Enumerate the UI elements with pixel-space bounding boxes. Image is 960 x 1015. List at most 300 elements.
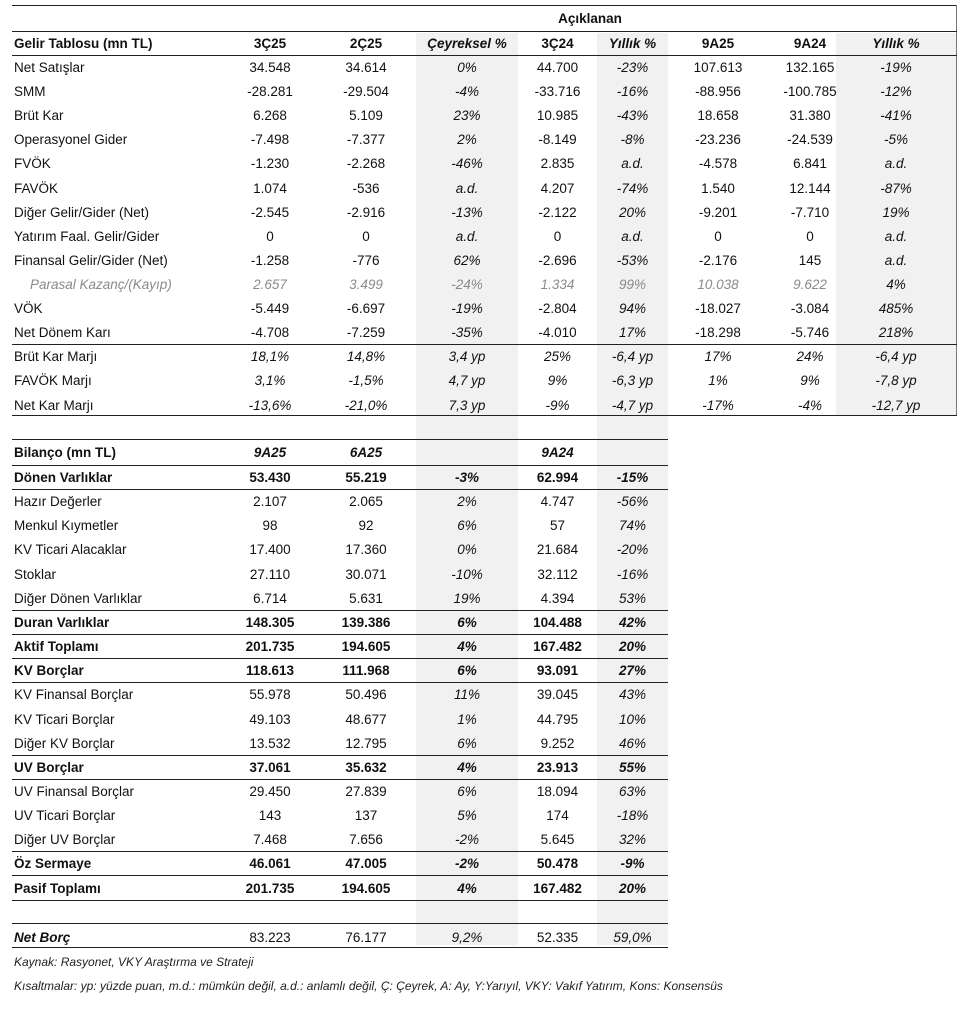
header-quarterly-pct: Çeyreksel % xyxy=(427,36,507,51)
cell-change-pct: 6% xyxy=(457,663,477,679)
cell-9m25: 13.532 xyxy=(249,735,291,751)
cell-2q25: 14,8% xyxy=(346,349,386,364)
cell-3q24: -2.804 xyxy=(538,301,577,316)
cell-9m24: -7.710 xyxy=(790,204,830,220)
cell-9m25: 18.658 xyxy=(697,108,739,124)
cell-yearly-pct: 42% xyxy=(618,614,647,630)
cell-3q24: 0 xyxy=(553,228,562,244)
row-label: Brüt Kar xyxy=(14,108,64,124)
cell-9m24: 5.645 xyxy=(540,832,575,848)
cell-2q25: 3.499 xyxy=(349,276,383,292)
cell-yearly-pct: 27% xyxy=(618,663,647,679)
cell-9m24: -4% xyxy=(797,397,822,413)
header-9m25: 9A25 xyxy=(701,36,735,51)
balance-row xyxy=(0,538,960,562)
balance-row xyxy=(0,635,960,659)
header-label: Gelir Tablosu (mn TL) xyxy=(14,36,153,51)
cell-6m25: 48.677 xyxy=(345,711,387,727)
cell-change-pct: 1% xyxy=(457,711,477,727)
cell-6m25: 30.071 xyxy=(345,566,387,582)
cell-9m25: -4.578 xyxy=(698,156,738,172)
header-9m24: 9A24 xyxy=(793,36,827,51)
cell-9m25: -18.027 xyxy=(695,301,741,316)
cell-6m25: 47.005 xyxy=(345,856,387,872)
balance-row xyxy=(0,828,960,852)
cell-6m25: 194.605 xyxy=(341,880,391,896)
cell-3q24: -2.122 xyxy=(538,204,577,220)
header-9m-yearly-pct: Yıllık % xyxy=(872,36,920,51)
row-label: Diğer Dönen Varlıklar xyxy=(14,590,143,606)
cell-9m24: 32.112 xyxy=(537,566,578,582)
cell-9m-yearly-pct: 19% xyxy=(882,204,910,220)
cell-9m25: 53.430 xyxy=(249,470,291,485)
cell-yearly-pct: 17% xyxy=(618,325,647,341)
header-3q25: 3Ç25 xyxy=(253,36,287,51)
cell-2q25: -29.504 xyxy=(343,84,389,100)
cell-9m-yearly-pct: -12,7 yp xyxy=(871,397,921,413)
row-label: Diğer Gelir/Gider (Net) xyxy=(14,204,150,220)
cell-9m25: 107.613 xyxy=(693,60,743,75)
balance-row xyxy=(0,514,960,538)
cell-change-pct: -3% xyxy=(454,470,479,485)
cell-6m25: 50.496 xyxy=(345,687,387,703)
cell-9m25: 201.735 xyxy=(245,639,295,655)
balance-header-9m25: 9A25 xyxy=(253,445,287,460)
income-row xyxy=(0,201,960,225)
balance-row xyxy=(0,780,960,804)
cell-9m24: 4.747 xyxy=(540,494,575,510)
cell-9m24: 9.252 xyxy=(540,735,575,751)
income-row xyxy=(0,152,960,176)
cell-6m25: 137 xyxy=(354,808,378,824)
net-debt-9m24: 52.335 xyxy=(536,930,579,945)
cell-3q24: -8.149 xyxy=(538,132,577,148)
cell-9m-yearly-pct: -19% xyxy=(880,60,912,75)
income-row xyxy=(0,56,960,80)
cell-3q24: 4.207 xyxy=(540,180,575,196)
balance-row xyxy=(0,659,960,683)
cell-quarterly-pct: -24% xyxy=(451,276,483,292)
cell-yearly-pct: -18% xyxy=(616,808,649,824)
cell-change-pct: 0% xyxy=(457,542,477,558)
cell-9m24: 57 xyxy=(549,518,566,534)
cell-3q24: 44.700 xyxy=(536,60,579,75)
cell-3q25: -2.545 xyxy=(250,204,290,220)
cell-2q25: -776 xyxy=(352,252,380,268)
cell-9m25: 17% xyxy=(704,349,732,364)
cell-yearly-pct: -23% xyxy=(616,60,649,75)
cell-change-pct: 19% xyxy=(453,590,481,606)
cell-9m25: -18.298 xyxy=(695,325,741,341)
cell-3q25: 1.074 xyxy=(253,180,287,196)
cell-9m24: -5.746 xyxy=(790,325,830,341)
cell-2q25: -6.697 xyxy=(346,301,386,316)
income-header-row xyxy=(0,32,960,56)
cell-yearly-pct: -74% xyxy=(616,180,649,196)
net-debt-9m25: 83.223 xyxy=(249,930,291,945)
cell-yearly-pct: 32% xyxy=(618,832,647,848)
cell-quarterly-pct: 62% xyxy=(453,252,481,268)
cell-9m-yearly-pct: -12% xyxy=(880,84,912,100)
cell-quarterly-pct: -19% xyxy=(451,301,483,316)
cell-6m25: 12.795 xyxy=(345,735,387,751)
group-header-row xyxy=(0,7,960,31)
cell-9m25: -9.201 xyxy=(698,204,738,220)
cell-3q25: -1.258 xyxy=(250,252,290,268)
cell-3q25: 6.268 xyxy=(253,108,287,124)
balance-header-label: Bilanço (mn TL) xyxy=(14,445,116,460)
cell-yearly-pct: -56% xyxy=(616,494,649,510)
cell-2q25: -2.268 xyxy=(346,156,386,172)
cell-2q25: 0 xyxy=(362,228,370,244)
cell-9m24: 21.684 xyxy=(536,542,579,558)
row-label: FAVÖK Marjı xyxy=(14,373,92,389)
row-label: Net Dönem Karı xyxy=(14,325,111,341)
cell-3q25: -4.708 xyxy=(250,325,290,341)
cell-change-pct: 6% xyxy=(457,735,477,751)
cell-3q25: -5.449 xyxy=(250,301,290,316)
cell-2q25: 5.109 xyxy=(349,108,383,124)
cell-quarterly-pct: 3,4 yp xyxy=(448,349,486,364)
cell-9m-yearly-pct: -5% xyxy=(883,132,908,148)
balance-header-6m25: 6A25 xyxy=(349,445,383,460)
cell-change-pct: 5% xyxy=(457,808,477,824)
cell-yearly-pct: 53% xyxy=(618,590,647,606)
cell-9m25: 17.400 xyxy=(249,542,291,558)
cell-9m24: 104.488 xyxy=(533,614,582,630)
cell-quarterly-pct: -13% xyxy=(451,204,483,220)
cell-yearly-pct: -15% xyxy=(616,470,649,485)
cell-9m-yearly-pct: a.d. xyxy=(884,156,908,172)
income-row xyxy=(0,177,960,201)
cell-6m25: 92 xyxy=(358,518,374,534)
cell-9m25: -17% xyxy=(702,397,734,413)
row-label: Parasal Kazanç/(Kayıp) xyxy=(30,276,172,292)
row-label: FVÖK xyxy=(14,156,51,172)
income-row xyxy=(0,128,960,152)
abbreviations-note: Kısaltmalar: yp: yüzde puan, m.d.: mümkün değil, a.d.: anlamlı değil, Ç: Çeyrek, A: Ay, Y:Yarıyıl, VKY: Vakıf Yatırım, Kons: Konsensüs xyxy=(14,979,723,993)
cell-9m-yearly-pct: -87% xyxy=(880,180,912,196)
margin-row xyxy=(0,369,960,393)
cell-9m24: 44.795 xyxy=(536,711,579,727)
cell-yearly-pct: -20% xyxy=(616,542,649,558)
cell-6m25: 2.065 xyxy=(349,494,383,510)
cell-yearly-pct: 10% xyxy=(618,711,647,727)
row-label: KV Ticari Alacaklar xyxy=(14,542,127,558)
cell-3q25: 3,1% xyxy=(254,373,286,389)
cell-9m25: 10.038 xyxy=(697,276,739,292)
income-row xyxy=(0,225,960,249)
cell-2q25: -536 xyxy=(352,180,380,196)
margin-row xyxy=(0,345,960,369)
cell-9m25: -2.176 xyxy=(698,252,738,268)
balance-row xyxy=(0,611,960,635)
row-label: Aktif Toplamı xyxy=(14,639,99,655)
cell-quarterly-pct: 0% xyxy=(457,60,477,75)
cell-3q24: 25% xyxy=(543,349,572,364)
cell-change-pct: 4% xyxy=(457,759,477,775)
cell-9m24: 132.165 xyxy=(785,60,835,75)
cell-3q25: 2.657 xyxy=(253,276,287,292)
cell-9m24: 23.913 xyxy=(536,759,579,775)
cell-9m25: 37.061 xyxy=(249,759,291,775)
balance-row xyxy=(0,683,960,707)
income-row xyxy=(0,80,960,104)
cell-change-pct: 4% xyxy=(457,880,477,896)
cell-yearly-pct: a.d. xyxy=(621,156,644,172)
cell-quarterly-pct: 2% xyxy=(457,132,477,148)
row-label: Dönen Varlıklar xyxy=(14,470,113,485)
cell-change-pct: -2% xyxy=(454,832,479,848)
cell-6m25: 5.631 xyxy=(349,590,383,606)
cell-3q25: -7.498 xyxy=(250,132,290,148)
cell-9m25: 201.735 xyxy=(245,880,295,896)
row-label: UV Ticari Borçlar xyxy=(14,808,116,824)
cell-yearly-pct: a.d. xyxy=(621,228,644,244)
cell-quarterly-pct: 23% xyxy=(453,108,481,124)
cell-3q25: -1.230 xyxy=(250,156,290,172)
balance-header-9m24: 9A24 xyxy=(541,445,574,460)
cell-yearly-pct: 99% xyxy=(618,276,647,292)
header-3q24: 3Ç24 xyxy=(541,36,574,51)
cell-3q24: 9% xyxy=(547,373,568,389)
header-yearly-pct: Yıllık % xyxy=(608,36,657,51)
row-label: Pasif Toplamı xyxy=(14,880,101,896)
balance-row xyxy=(0,563,960,587)
cell-9m25: 49.103 xyxy=(249,711,291,727)
row-label: VÖK xyxy=(14,301,43,316)
cell-9m-yearly-pct: -41% xyxy=(880,108,912,124)
cell-3q25: 34.548 xyxy=(249,60,291,75)
cell-quarterly-pct: -4% xyxy=(454,84,479,100)
cell-9m24: 174 xyxy=(546,808,569,824)
row-label: Hazır Değerler xyxy=(14,494,102,510)
margin-row xyxy=(0,394,960,418)
cell-yearly-pct: -8% xyxy=(620,132,645,148)
balance-row xyxy=(0,466,960,490)
cell-9m-yearly-pct: 485% xyxy=(878,301,914,316)
cell-9m25: 98 xyxy=(262,518,278,534)
cell-9m25: 27.110 xyxy=(249,566,291,582)
cell-change-pct: 6% xyxy=(457,518,477,534)
cell-9m25: 148.305 xyxy=(245,614,295,630)
cell-yearly-pct: 63% xyxy=(618,783,647,799)
row-label: Yatırım Faal. Gelir/Gider xyxy=(14,228,160,244)
group-header-aciklanan: Açıklanan xyxy=(558,11,622,26)
row-label: Diğer KV Borçlar xyxy=(14,735,115,751)
cell-3q24: -4.010 xyxy=(538,325,577,341)
income-row xyxy=(0,104,960,128)
row-label: KV Finansal Borçlar xyxy=(14,687,134,703)
cell-3q24: -9% xyxy=(545,397,570,413)
cell-3q25: -28.281 xyxy=(247,84,293,100)
cell-change-pct: -2% xyxy=(454,856,479,872)
cell-yearly-pct: 74% xyxy=(618,518,647,534)
cell-9m24: 167.482 xyxy=(533,639,582,655)
cell-9m25: 6.714 xyxy=(253,590,287,606)
cell-3q24: 2.835 xyxy=(540,156,575,172)
cell-9m24: 31.380 xyxy=(789,108,831,124)
row-label: Öz Sermaye xyxy=(14,856,92,872)
cell-9m-yearly-pct: 218% xyxy=(878,325,914,341)
cell-9m24: -100.785 xyxy=(783,84,837,100)
cell-quarterly-pct: -46% xyxy=(451,156,483,172)
cell-3q25: 18,1% xyxy=(250,349,290,364)
cell-2q25: -7.377 xyxy=(346,132,386,148)
cell-yearly-pct: -16% xyxy=(616,84,649,100)
cell-9m25: 118.613 xyxy=(245,663,295,679)
cell-yearly-pct: 20% xyxy=(618,204,647,220)
cell-yearly-pct: 43% xyxy=(618,687,647,703)
balance-header-row xyxy=(0,441,960,465)
cell-3q24: -2.696 xyxy=(538,252,577,268)
cell-9m24: 9% xyxy=(800,373,820,389)
cell-2q25: -2.916 xyxy=(346,204,386,220)
cell-yearly-pct: 46% xyxy=(618,735,647,751)
cell-quarterly-pct: -35% xyxy=(451,325,483,341)
cell-9m25: 1.540 xyxy=(701,180,735,196)
balance-row xyxy=(0,587,960,611)
row-label: Stoklar xyxy=(14,566,57,582)
cell-yearly-pct: 20% xyxy=(618,639,647,655)
row-label: Diğer UV Borçlar xyxy=(14,832,116,848)
cell-9m24: 50.478 xyxy=(536,856,579,872)
row-label: UV Borçlar xyxy=(14,759,84,775)
cell-9m25: 1% xyxy=(708,373,728,389)
balance-row xyxy=(0,877,960,901)
cell-9m24: 4.394 xyxy=(540,590,575,606)
source-note: Kaynak: Rasyonet, VKY Araştırma ve Strateji xyxy=(14,955,254,969)
cell-9m25: -88.956 xyxy=(695,84,741,100)
net-debt-change: 9,2% xyxy=(451,930,483,945)
cell-yearly-pct: 55% xyxy=(618,759,647,775)
row-label: Menkul Kıymetler xyxy=(14,518,119,534)
cell-quarterly-pct: 7,3 yp xyxy=(448,397,486,413)
cell-yearly-pct: -53% xyxy=(616,252,649,268)
cell-9m24: 62.994 xyxy=(536,470,579,485)
cell-6m25: 194.605 xyxy=(341,639,391,655)
balance-row xyxy=(0,852,960,876)
cell-yearly-pct: -9% xyxy=(620,856,645,872)
cell-9m25: 46.061 xyxy=(249,856,291,872)
cell-9m24: 12.144 xyxy=(789,180,831,196)
cell-9m-yearly-pct: -7,8 yp xyxy=(875,373,917,389)
cell-3q24: -33.716 xyxy=(534,84,581,100)
cell-6m25: 111.968 xyxy=(342,663,390,679)
row-divider xyxy=(12,900,668,901)
cell-3q25: -13,6% xyxy=(248,397,292,413)
cell-9m24: 18.094 xyxy=(536,783,579,799)
row-label: Duran Varlıklar xyxy=(14,614,110,630)
cell-9m24: 0 xyxy=(806,228,814,244)
cell-yearly-pct: 94% xyxy=(618,301,647,316)
cell-9m25: -23.236 xyxy=(695,132,741,148)
cell-9m-yearly-pct: 4% xyxy=(886,276,906,292)
cell-9m24: 93.091 xyxy=(536,663,579,679)
cell-9m24: 39.045 xyxy=(536,687,579,703)
row-label: Operasyonel Gider xyxy=(14,132,128,148)
row-label: Finansal Gelir/Gider (Net) xyxy=(14,252,168,268)
cell-9m24: 145 xyxy=(798,252,822,268)
cell-2q25: -1,5% xyxy=(348,373,384,389)
net-debt-6m25: 76.177 xyxy=(345,930,387,945)
row-label: UV Finansal Borçlar xyxy=(14,783,135,799)
cell-6m25: 7.656 xyxy=(349,832,383,848)
cell-3q25: 0 xyxy=(266,228,274,244)
cell-9m25: 55.978 xyxy=(249,687,291,703)
cell-9m25: 7.468 xyxy=(253,832,287,848)
cell-6m25: 139.386 xyxy=(341,614,391,630)
balance-row xyxy=(0,708,960,732)
cell-9m-yearly-pct: a.d. xyxy=(884,252,908,268)
cell-change-pct: -10% xyxy=(451,566,483,582)
row-label: Brüt Kar Marjı xyxy=(14,349,98,364)
cell-6m25: 27.839 xyxy=(345,783,387,799)
cell-change-pct: 6% xyxy=(457,614,477,630)
cell-2q25: 34.614 xyxy=(345,60,387,75)
cell-9m25: 0 xyxy=(714,228,722,244)
cell-quarterly-pct: 4,7 yp xyxy=(448,373,486,389)
income-row xyxy=(0,273,960,297)
balance-row xyxy=(0,732,960,756)
cell-9m25: 143 xyxy=(258,808,282,824)
cell-yearly-pct: 20% xyxy=(618,880,647,896)
cell-9m24: -24.539 xyxy=(787,132,833,148)
row-label: SMM xyxy=(14,84,46,100)
cell-9m-yearly-pct: a.d. xyxy=(884,228,908,244)
cell-yearly-pct: -4,7 yp xyxy=(611,397,654,413)
income-row xyxy=(0,297,960,321)
cell-yearly-pct: -6,3 yp xyxy=(611,373,654,389)
cell-2q25: -21,0% xyxy=(344,397,388,413)
cell-change-pct: 11% xyxy=(453,687,481,703)
cell-yearly-pct: -6,4 yp xyxy=(611,349,654,364)
cell-yearly-pct: -43% xyxy=(616,108,649,124)
cell-6m25: 17.360 xyxy=(345,542,387,558)
row-label: Net Kar Marjı xyxy=(14,397,94,413)
cell-change-pct: 4% xyxy=(457,639,477,655)
cell-6m25: 55.219 xyxy=(345,470,387,485)
balance-row xyxy=(0,804,960,828)
cell-3q24: 1.334 xyxy=(540,276,575,292)
cell-9m24: 167.482 xyxy=(533,880,582,896)
cell-quarterly-pct: a.d. xyxy=(455,180,479,196)
cell-change-pct: 2% xyxy=(457,494,477,510)
cell-9m25: 2.107 xyxy=(253,494,287,510)
income-row xyxy=(0,249,960,273)
cell-yearly-pct: -16% xyxy=(616,566,649,582)
cell-2q25: -7.259 xyxy=(346,325,386,341)
balance-row xyxy=(0,756,960,780)
cell-9m-yearly-pct: -6,4 yp xyxy=(875,349,917,364)
cell-3q24: 10.985 xyxy=(536,108,579,124)
cell-9m24: 24% xyxy=(796,349,824,364)
row-label: KV Ticari Borçlar xyxy=(14,711,115,727)
balance-row xyxy=(0,490,960,514)
cell-6m25: 35.632 xyxy=(345,759,387,775)
cell-change-pct: 6% xyxy=(457,783,477,799)
net-debt-label: Net Borç xyxy=(14,930,71,945)
row-label: Net Satışlar xyxy=(14,60,85,75)
cell-9m24: 9.622 xyxy=(793,276,827,292)
net-debt-yearly: 59,0% xyxy=(613,930,652,945)
cell-9m24: -3.084 xyxy=(790,301,830,316)
income-row xyxy=(0,321,960,345)
cell-quarterly-pct: a.d. xyxy=(455,228,479,244)
cell-9m25: 29.450 xyxy=(249,783,291,799)
row-label: FAVÖK xyxy=(14,180,59,196)
cell-9m24: 6.841 xyxy=(793,156,827,172)
